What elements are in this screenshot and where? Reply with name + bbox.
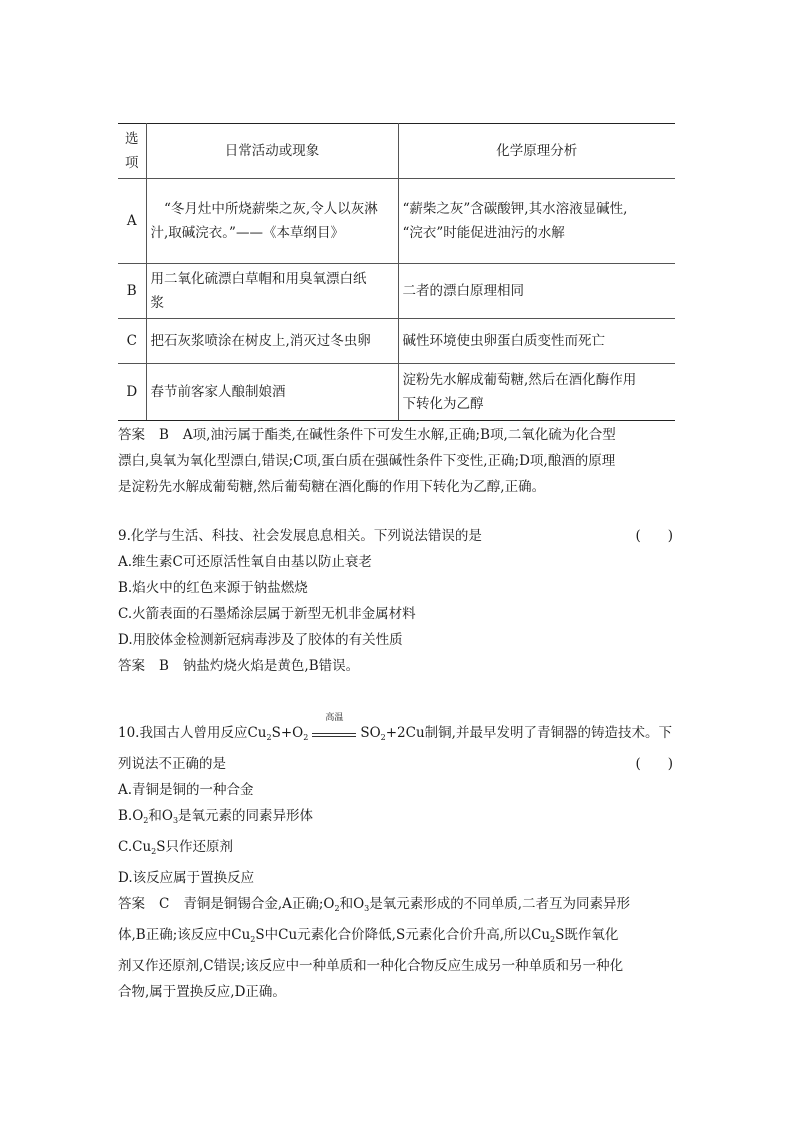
- q10-option-b: [118, 803, 675, 834]
- q9-option-d: D.用胶体金检测新冠病毒涉及了胶体的有关性质: [118, 632, 403, 648]
- stem-text: 10.我国古人曾用反应Cu: [118, 725, 267, 741]
- row-analysis: [398, 179, 675, 264]
- answer-key: C: [159, 896, 170, 912]
- question-9: [118, 523, 675, 679]
- row-activity: [146, 179, 398, 264]
- answer-text: 是淀粉先水解成葡萄糖,然后葡萄糖在酒化酶的作用下转化为乙醇,正确。: [118, 479, 546, 495]
- row-activity: [146, 319, 398, 364]
- q10-answer-line: [118, 891, 675, 922]
- row-analysis: [398, 364, 675, 421]
- row-activity: [146, 264, 398, 319]
- subscript: 2: [266, 733, 272, 742]
- answer-text: 青铜是铜锡合金,A正确;O: [183, 896, 335, 912]
- q9-option-c: C.火箭表面的石墨烯涂层属于新型无机非金属材料: [118, 606, 416, 622]
- table-row: [118, 264, 675, 319]
- cell-line: “冬月灶中所烧薪柴之灰,令人以灰淋: [164, 201, 378, 217]
- subscript: 2: [550, 935, 556, 944]
- subscript: 2: [250, 935, 256, 944]
- stem-text: S+O: [271, 725, 304, 741]
- subscript: 2: [303, 733, 309, 742]
- table-row: [118, 319, 675, 364]
- answer-text: 漂白,臭氧为氧化型漂白,错误;C项,蛋白质在强碱性条件下变性,正确;D项,酿酒的原理: [118, 453, 616, 469]
- subscript: 2: [143, 816, 149, 825]
- header-analysis: 化学原理分析: [398, 124, 675, 179]
- answer-text: 钠盐灼烧火焰是黄色,B错误。: [182, 658, 360, 674]
- cell-line: “浣衣”时能促进油污的水解: [402, 225, 565, 241]
- cell-line: 汁,取碱浣衣。”——《本草纲目》: [150, 225, 344, 241]
- option-text: 和O: [148, 808, 173, 824]
- subscript: 3: [172, 816, 179, 825]
- answer-key: B: [159, 658, 169, 674]
- table-header-row: [118, 124, 675, 179]
- cell-line: 春节前客家人酿制娘酒: [150, 384, 286, 400]
- options-table: [118, 123, 675, 421]
- cell-line: 浆: [150, 295, 164, 311]
- q10-stem: [118, 712, 675, 751]
- q10-option-a: A.青铜是铜的一种合金: [118, 782, 254, 798]
- subscript: 2: [151, 847, 157, 856]
- cell-line: 用二氧化硫漂白草帽和用臭氧漂白纸: [150, 271, 367, 287]
- stem-text: SO: [360, 725, 381, 741]
- cell-line: 二者的漂白原理相同: [402, 283, 524, 299]
- reaction-arrow: [312, 712, 356, 740]
- answer-label: 答案: [118, 658, 145, 674]
- answer-text: 体,B正确;该反应中Cu: [118, 927, 251, 943]
- header-option-line: 项: [125, 155, 139, 171]
- answer-text: 和O: [339, 896, 365, 912]
- cell-line: 碱性环境使虫卵蛋白质变性而死亡: [402, 333, 605, 349]
- row-letter: D: [118, 364, 146, 421]
- answer-text: S既作氧化: [555, 927, 619, 943]
- q9-stem: 9.化学与生活、科技、社会发展息息相关。下列说法错误的是: [118, 528, 482, 544]
- answer-key: B: [159, 427, 169, 443]
- q8-answer: [118, 422, 675, 500]
- row-letter: B: [118, 264, 146, 319]
- header-option: [118, 124, 146, 179]
- answer-text: S中Cu元素化合价降低,S元素化合价升高,所以Cu: [255, 927, 551, 943]
- table-row: [118, 364, 675, 421]
- q9-option-b: B.焰火中的红色来源于钠盐燃烧: [118, 580, 308, 596]
- answer-paren: ( ): [635, 756, 673, 772]
- reaction-condition: 高温: [325, 712, 344, 723]
- subscript: 3: [364, 904, 370, 913]
- option-text: S只作还原剂: [156, 839, 234, 855]
- q10-option-c: [118, 834, 675, 865]
- cell-line: “薪柴之灰”含碳酸钾,其水溶液显碱性,: [402, 201, 628, 217]
- q10-answer-line: 合物,属于置换反应,D正确。: [118, 984, 286, 1000]
- row-letter: A: [118, 179, 146, 264]
- question-10: [118, 712, 675, 1005]
- row-activity: [146, 364, 398, 421]
- row-letter: C: [118, 319, 146, 364]
- cell-line: 下转化为乙醇: [402, 396, 484, 412]
- answer-label: 答案: [118, 427, 145, 443]
- q10-answer-line: 剂又作还原剂,C错误;该反应中一种单质和一种化合物反应生成另一种单质和另一种化: [118, 958, 624, 974]
- option-text: C.Cu: [118, 839, 152, 855]
- q10-answer-line: [118, 922, 675, 953]
- q10-option-d: D.该反应属于置换反应: [118, 870, 255, 886]
- answer-paren: ( ): [635, 528, 673, 544]
- option-text: 是氧元素的同素异形体: [178, 808, 314, 824]
- stem-text: +2Cu制铜,并最早发明了青铜器的铸造技术。下: [385, 725, 672, 741]
- answer-text: 是氧元素形成的不同单质,二者互为同素异形: [369, 896, 631, 912]
- cell-line: 淀粉先水解成葡萄糖,然后在酒化酶作用: [402, 372, 637, 388]
- table-row: [118, 179, 675, 264]
- header-activity: 日常活动或现象: [146, 124, 398, 179]
- row-analysis: [398, 319, 675, 364]
- answer-label: 答案: [118, 896, 145, 912]
- subscript: 2: [380, 733, 386, 742]
- q9-option-a: A.维生素C可还原活性氧自由基以防止衰老: [118, 554, 372, 570]
- cell-line: 把石灰浆喷涂在树皮上,消灭过冬虫卵: [150, 333, 371, 349]
- subscript: 2: [334, 904, 340, 913]
- q10-stem-line2: 列说法不正确的是: [118, 756, 226, 772]
- option-text: B.O: [118, 808, 144, 824]
- row-analysis: [398, 264, 675, 319]
- header-option-line: 选: [125, 131, 139, 147]
- answer-text: A项,油污属于酯类,在碱性条件下可发生水解,正确;B项,二氧化硫为化合型: [182, 427, 616, 443]
